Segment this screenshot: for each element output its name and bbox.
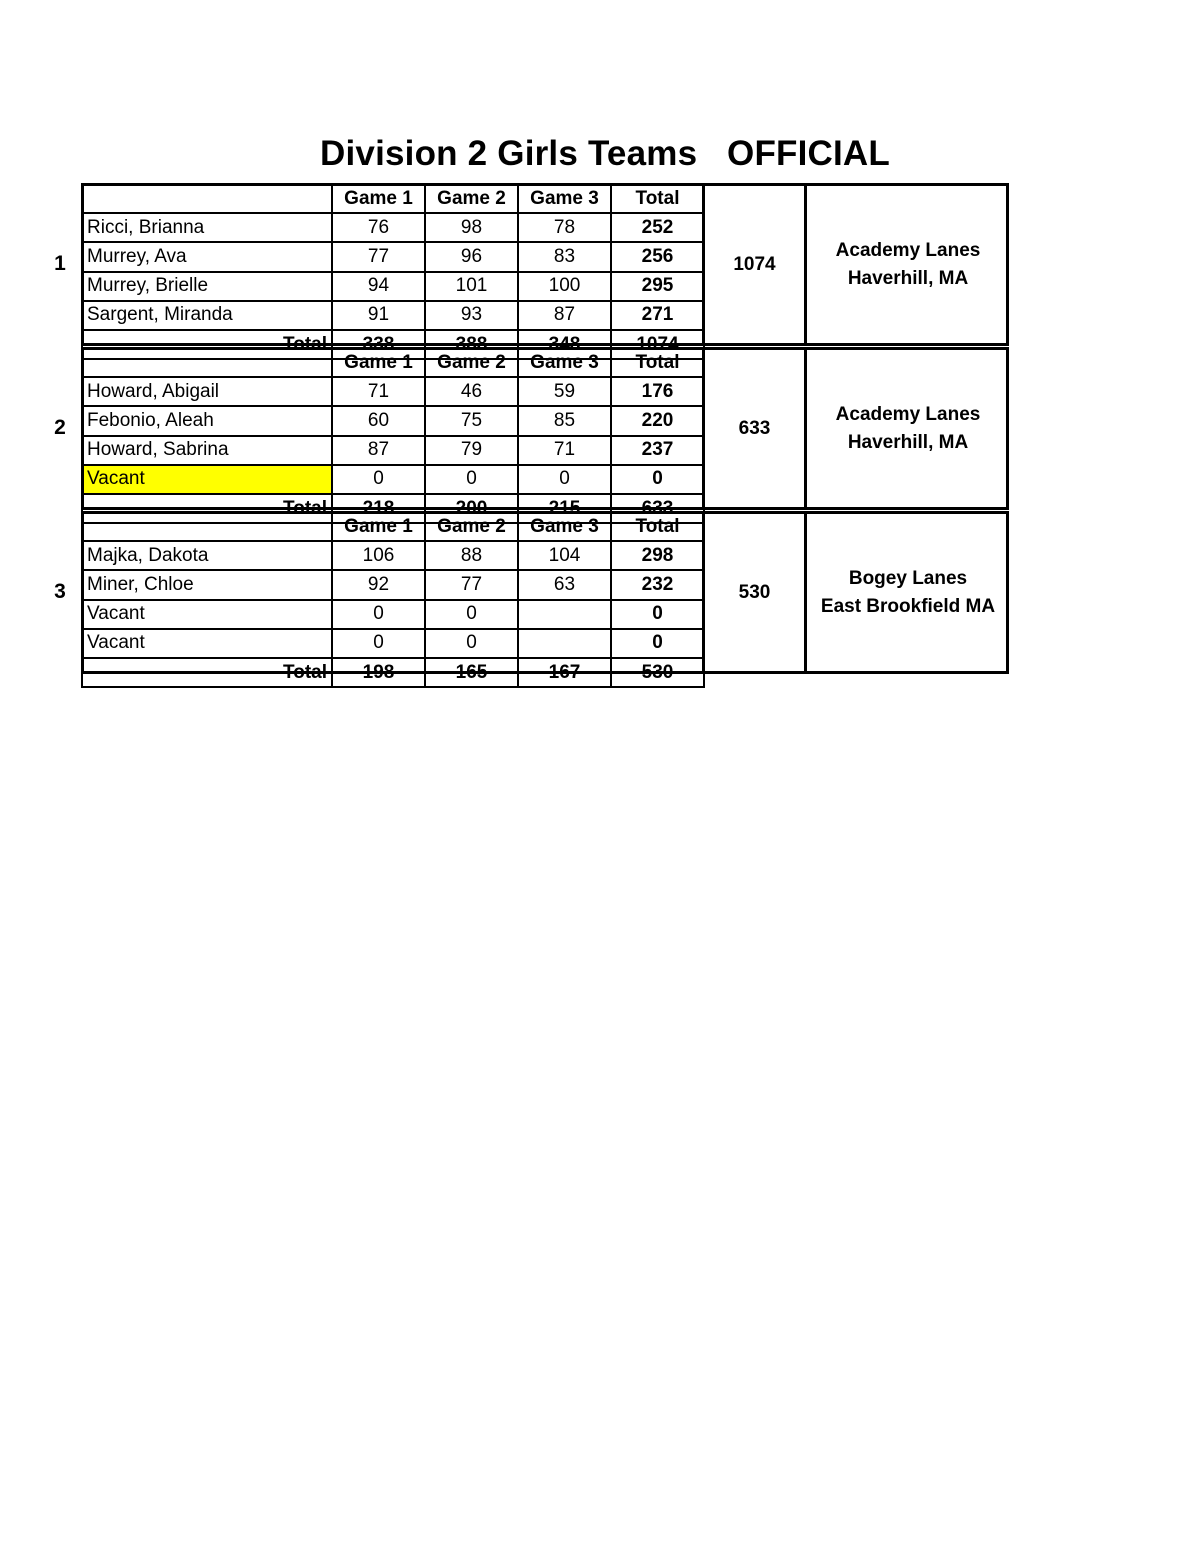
player-row — [82, 465, 704, 494]
player-row — [82, 377, 704, 406]
game-1-total: 338 — [332, 330, 425, 359]
player-total: 252 — [611, 213, 704, 242]
game-3-score: 63 — [518, 570, 611, 599]
player-total: 295 — [611, 272, 704, 301]
player-total: 176 — [611, 377, 704, 406]
game-2-score: 0 — [425, 600, 518, 629]
game-2-score: 96 — [425, 242, 518, 271]
score-table — [81, 511, 705, 688]
player-row — [82, 301, 704, 330]
game-1-score: 71 — [332, 377, 425, 406]
player-name: Majka, Dakota — [82, 541, 332, 570]
player-row — [82, 629, 704, 658]
game-2-total: 388 — [425, 330, 518, 359]
game-3-score — [518, 629, 611, 658]
header-total: Total — [611, 348, 704, 377]
player-name: Howard, Abigail — [82, 377, 332, 406]
team-total — [702, 511, 807, 674]
header-game-2: Game 2 — [425, 348, 518, 377]
game-1-score: 0 — [332, 465, 425, 494]
location-venue: Bogey Lanes — [848, 567, 968, 589]
player-row — [82, 406, 704, 435]
game-1-score: 0 — [332, 629, 425, 658]
player-name: Murrey, Brielle — [82, 272, 332, 301]
player-name: Miner, Chloe — [82, 570, 332, 599]
game-1-score: 92 — [332, 570, 425, 599]
header-row — [82, 512, 704, 541]
player-total: 0 — [611, 629, 704, 658]
game-3-total: 167 — [518, 658, 611, 687]
player-total: 0 — [611, 600, 704, 629]
game-3-total: 215 — [518, 494, 611, 523]
header-row — [82, 184, 704, 213]
game-2-score: 101 — [425, 272, 518, 301]
game-1-score: 77 — [332, 242, 425, 271]
player-row — [82, 541, 704, 570]
game-1-score: 87 — [332, 436, 425, 465]
header-game-1: Game 1 — [332, 348, 425, 377]
score-table — [81, 347, 705, 524]
player-name: Ricci, Brianna — [82, 213, 332, 242]
header-blank — [82, 512, 332, 541]
player-name: Sargent, Miranda — [82, 301, 332, 330]
game-1-total: 218 — [332, 494, 425, 523]
totals-row — [82, 658, 704, 687]
game-2-score: 79 — [425, 436, 518, 465]
header-game-2: Game 2 — [425, 512, 518, 541]
team-total-value: 530 — [738, 581, 771, 603]
game-1-score: 76 — [332, 213, 425, 242]
player-name: Howard, Sabrina — [82, 436, 332, 465]
team-block-2 — [81, 347, 1009, 519]
player-total: 271 — [611, 301, 704, 330]
game-2-score: 77 — [425, 570, 518, 599]
game-2-score: 0 — [425, 465, 518, 494]
team-number: 1 — [54, 252, 66, 275]
location-venue: Academy Lanes — [835, 403, 981, 425]
player-name: Vacant — [82, 629, 332, 658]
player-total: 220 — [611, 406, 704, 435]
player-row — [82, 213, 704, 242]
score-table — [81, 183, 705, 360]
game-3-score: 59 — [518, 377, 611, 406]
player-total: 232 — [611, 570, 704, 599]
player-total: 256 — [611, 242, 704, 271]
team-block-1 — [81, 183, 1009, 355]
totals-label: Total — [82, 658, 332, 687]
team-total — [702, 347, 807, 510]
player-name: Murrey, Ava — [82, 242, 332, 271]
location — [807, 183, 1009, 346]
header-game-3: Game 3 — [518, 512, 611, 541]
player-total: 298 — [611, 541, 704, 570]
game-1-score: 91 — [332, 301, 425, 330]
location-city: East Brookfield MA — [820, 595, 996, 617]
location-city: Haverhill, MA — [847, 267, 969, 289]
header-game-3: Game 3 — [518, 348, 611, 377]
game-3-score: 85 — [518, 406, 611, 435]
game-3-score: 71 — [518, 436, 611, 465]
header-game-3: Game 3 — [518, 184, 611, 213]
totals-label: Total — [82, 330, 332, 359]
game-1-score: 60 — [332, 406, 425, 435]
game-2-total: 165 — [425, 658, 518, 687]
header-game-1: Game 1 — [332, 512, 425, 541]
game-3-score: 100 — [518, 272, 611, 301]
game-2-total: 200 — [425, 494, 518, 523]
game-1-score: 106 — [332, 541, 425, 570]
player-row — [82, 570, 704, 599]
grand-total: 633 — [611, 494, 704, 523]
game-3-score — [518, 600, 611, 629]
header-blank — [82, 184, 332, 213]
player-total: 0 — [611, 465, 704, 494]
team-total-value: 633 — [738, 417, 771, 439]
game-3-score: 0 — [518, 465, 611, 494]
game-3-score: 83 — [518, 242, 611, 271]
game-1-total: 198 — [332, 658, 425, 687]
grand-total: 530 — [611, 658, 704, 687]
header-game-1: Game 1 — [332, 184, 425, 213]
game-2-score: 98 — [425, 213, 518, 242]
header-total: Total — [611, 184, 704, 213]
location — [807, 347, 1009, 510]
player-name-highlighted: Vacant — [82, 465, 332, 494]
game-2-score: 88 — [425, 541, 518, 570]
location-city: Haverhill, MA — [847, 431, 969, 453]
game-2-score: 0 — [425, 629, 518, 658]
header-game-2: Game 2 — [425, 184, 518, 213]
game-3-score: 78 — [518, 213, 611, 242]
grand-total: 1074 — [611, 330, 704, 359]
game-3-total: 348 — [518, 330, 611, 359]
player-row — [82, 272, 704, 301]
game-1-score: 0 — [332, 600, 425, 629]
game-1-score: 94 — [332, 272, 425, 301]
team-number: 3 — [54, 580, 66, 603]
player-name: Vacant — [82, 600, 332, 629]
team-block-3 — [81, 511, 1009, 683]
game-2-score: 46 — [425, 377, 518, 406]
game-2-score: 75 — [425, 406, 518, 435]
header-blank — [82, 348, 332, 377]
game-2-score: 93 — [425, 301, 518, 330]
header-row — [82, 348, 704, 377]
player-row — [82, 436, 704, 465]
player-row — [82, 242, 704, 271]
player-total: 237 — [611, 436, 704, 465]
player-name: Febonio, Aleah — [82, 406, 332, 435]
game-3-score: 87 — [518, 301, 611, 330]
page-title: Division 2 Girls Teams OFFICIAL — [320, 134, 890, 173]
header-total: Total — [611, 512, 704, 541]
team-total-value: 1074 — [733, 253, 776, 275]
team-total — [702, 183, 807, 346]
game-3-score: 104 — [518, 541, 611, 570]
team-number: 2 — [54, 416, 66, 439]
totals-label: Total — [82, 494, 332, 523]
location — [807, 511, 1009, 674]
player-row — [82, 600, 704, 629]
location-venue: Academy Lanes — [835, 239, 981, 261]
